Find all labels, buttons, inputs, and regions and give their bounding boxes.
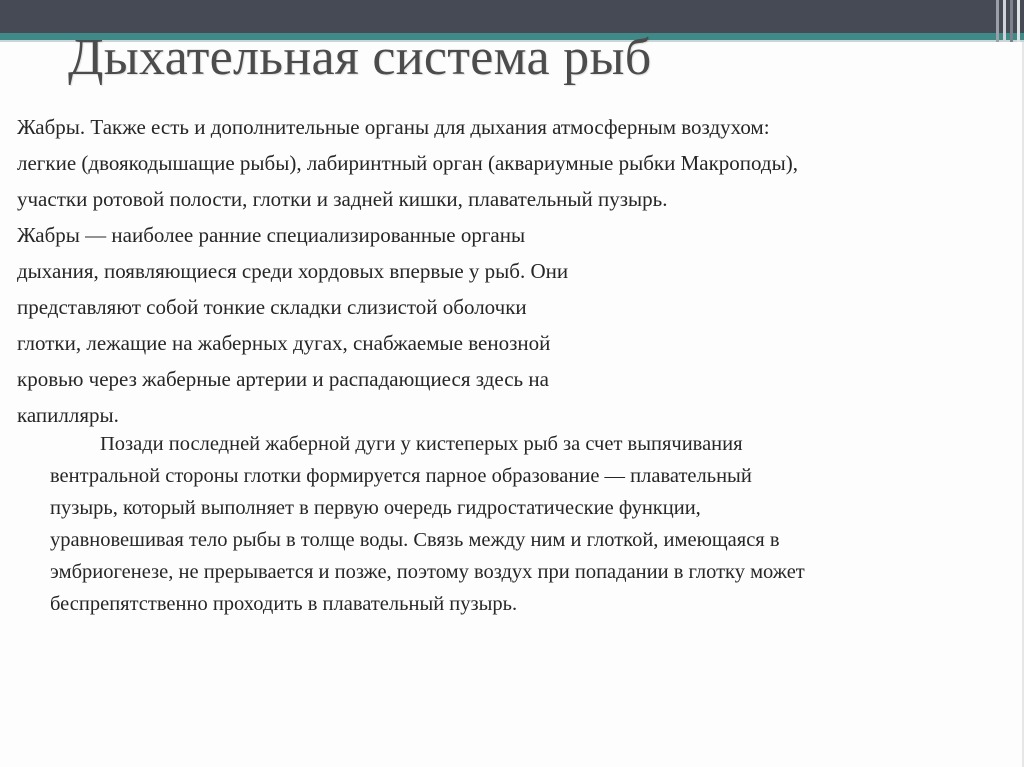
slide-title: Дыхательная система рыб [68, 29, 652, 86]
text-line: Позади последней жаберной дуги у кистеперых рыб за счет выпячивания [100, 433, 743, 455]
text-line: дыхания, появляющиеся среди хордовых впервые у рыб. Они [17, 259, 569, 283]
text-line: капилляры. [17, 403, 119, 427]
corner-decoration [1010, 0, 1013, 42]
text-line: Жабры — наиболее ранние специализированные органы [17, 223, 526, 247]
corner-decoration [996, 0, 999, 42]
text-line: пузырь, который выполняет в первую очередь гидростатические функции, [50, 497, 701, 519]
text-line: легкие (двоякодышащие рыбы), лабиринтный орган (аквариумные рыбки Макроподы), [17, 151, 798, 175]
text-line: беспрепятственно проходить в плавательный пузырь. [50, 593, 518, 615]
text-line: вентральной стороны глотки формируется парное образование — плавательный [50, 465, 752, 487]
text-line: глотки, лежащие на жаберных дугах, снабжаемые венозной [17, 331, 551, 355]
corner-decoration [1017, 0, 1020, 42]
text-line: уравновешивая тело рыбы в толще воды. Связь между ним и глоткой, имеющаяся в [50, 529, 780, 551]
paragraph-intro [17, 109, 798, 217]
text-line: кровью через жаберные артерии и распадающиеся здесь на [17, 367, 549, 391]
paragraph-gills [17, 217, 568, 433]
text-line: Жабры. Также есть и дополнительные органы для дыхания атмосферным воздухом: [17, 115, 770, 139]
corner-decoration [1003, 0, 1006, 42]
text-line: эмбриогенезе, не прерывается и позже, поэтому воздух при попадании в глотку может [50, 561, 805, 583]
text-line: представляют собой тонкие складки слизистой оболочки [17, 295, 527, 319]
text-line: участки ротовой полости, глотки и задней кишки, плавательный пузырь. [17, 187, 668, 211]
paragraph-swim-bladder [50, 428, 1010, 620]
